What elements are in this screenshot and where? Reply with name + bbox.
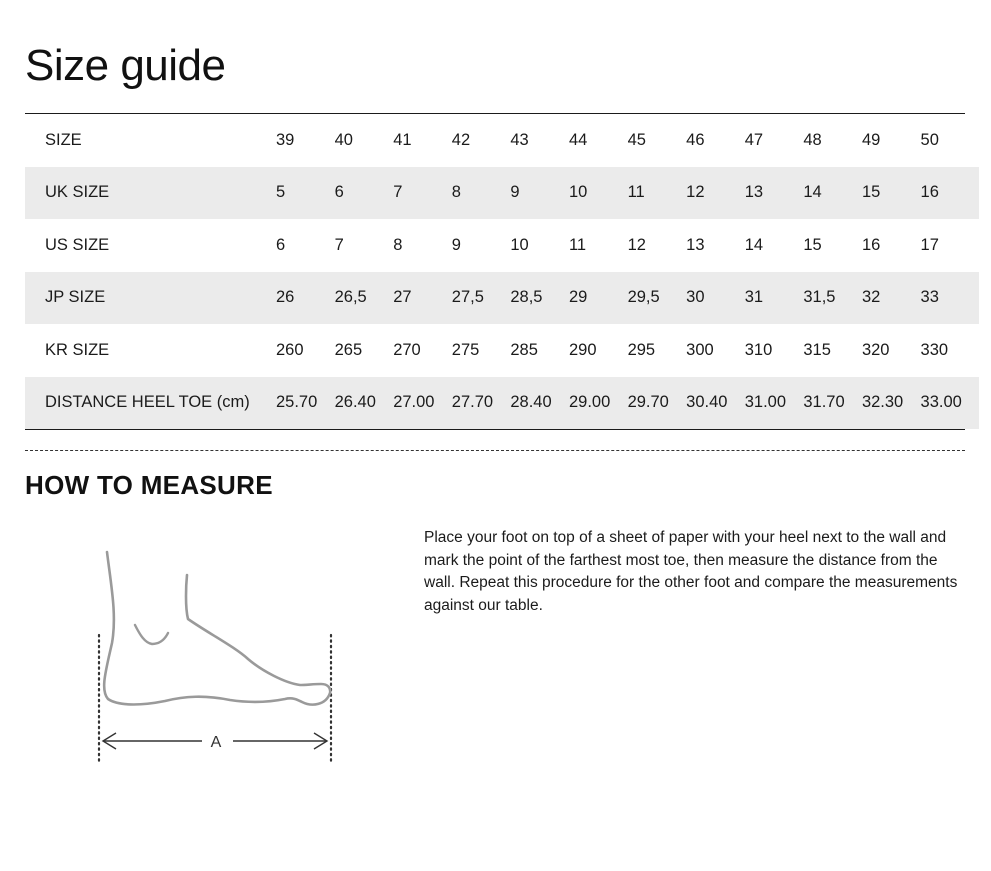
table-cell: 26.40 bbox=[334, 393, 376, 412]
table-cell: 27 bbox=[393, 288, 412, 307]
table-cell: 10 bbox=[568, 183, 588, 202]
table-cell: 31.00 bbox=[744, 393, 787, 412]
table-cell: 27.70 bbox=[451, 393, 494, 412]
size-table bbox=[25, 114, 979, 429]
table-cell: 300 bbox=[686, 340, 714, 359]
dashed-divider bbox=[25, 450, 965, 451]
table-cell: 26,5 bbox=[334, 288, 367, 307]
measurement-label: A bbox=[210, 734, 222, 751]
size-table-body bbox=[25, 114, 979, 429]
table-cell: 270 bbox=[393, 340, 421, 359]
table-cell: 13 bbox=[744, 183, 764, 202]
table-row bbox=[25, 114, 979, 167]
table-cell: 43 bbox=[510, 130, 529, 149]
size-table-container bbox=[25, 113, 965, 430]
table-cell: 45 bbox=[627, 130, 646, 149]
table-cell: 285 bbox=[510, 340, 538, 359]
table-cell: 315 bbox=[803, 340, 831, 359]
table-cell: 320 bbox=[861, 340, 890, 359]
row-label: US SIZE bbox=[45, 235, 110, 254]
table-cell: 33 bbox=[920, 288, 939, 307]
table-cell: 29.00 bbox=[568, 393, 611, 412]
table-cell: 265 bbox=[334, 340, 363, 359]
table-cell: 31.70 bbox=[803, 393, 845, 412]
table-row bbox=[25, 377, 979, 430]
table-cell: 7 bbox=[334, 235, 344, 254]
row-label: JP SIZE bbox=[45, 288, 106, 307]
table-cell: 16 bbox=[920, 183, 939, 202]
table-cell: 46 bbox=[686, 130, 705, 149]
table-cell: 48 bbox=[803, 130, 822, 149]
table-row bbox=[25, 167, 979, 220]
table-cell: 30 bbox=[686, 288, 705, 307]
table-cell: 16 bbox=[861, 235, 881, 254]
table-cell: 26 bbox=[276, 288, 295, 307]
measure-instructions: Place your foot on top of a sheet of paper with your heel next to the wall and mark the point of the farthest most toe, then measure the distance from the wall. Repeat this procedure for the other foot and compare the measurements against our table. bbox=[424, 529, 958, 614]
row-label: DISTANCE HEEL TOE (cm) bbox=[45, 393, 250, 412]
how-to-measure-heading: HOW TO MEASURE bbox=[25, 470, 273, 500]
table-cell: 10 bbox=[510, 235, 529, 254]
table-cell: 47 bbox=[744, 130, 764, 149]
table-cell: 50 bbox=[920, 130, 939, 149]
row-label: UK SIZE bbox=[45, 183, 110, 202]
table-cell: 275 bbox=[451, 340, 480, 359]
table-cell: 9 bbox=[510, 183, 520, 202]
table-cell: 41 bbox=[393, 130, 412, 149]
table-cell: 290 bbox=[568, 340, 597, 359]
foot-measure-illustration bbox=[90, 545, 345, 770]
table-cell: 25.70 bbox=[276, 393, 318, 412]
table-cell: 42 bbox=[451, 130, 471, 149]
table-row bbox=[25, 272, 979, 325]
table-row bbox=[25, 324, 979, 377]
table-cell: 31,5 bbox=[803, 288, 836, 307]
row-label: KR SIZE bbox=[45, 340, 110, 359]
table-cell: 6 bbox=[334, 183, 344, 202]
table-cell: 32.30 bbox=[861, 393, 904, 412]
table-cell: 32 bbox=[861, 288, 881, 307]
table-cell: 29 bbox=[568, 288, 588, 307]
row-label: SIZE bbox=[45, 130, 82, 149]
table-cell: 29.70 bbox=[627, 393, 669, 412]
table-cell: 310 bbox=[744, 340, 773, 359]
table-cell: 39 bbox=[276, 130, 295, 149]
table-cell: 14 bbox=[744, 235, 764, 254]
table-cell: 11 bbox=[627, 183, 645, 202]
table-cell: 15 bbox=[803, 235, 822, 254]
table-cell: 11 bbox=[568, 235, 587, 254]
table-cell: 5 bbox=[276, 183, 286, 202]
table-cell: 12 bbox=[627, 235, 646, 254]
table-cell: 29,5 bbox=[627, 288, 660, 307]
table-cell: 8 bbox=[451, 183, 461, 202]
table-cell: 330 bbox=[920, 340, 949, 359]
page-title: Size guide bbox=[25, 41, 226, 90]
table-row bbox=[25, 219, 979, 272]
table-cell: 40 bbox=[334, 130, 353, 149]
ankle-curve bbox=[135, 625, 168, 644]
table-cell: 7 bbox=[393, 183, 403, 202]
table-cell: 260 bbox=[276, 340, 304, 359]
table-cell: 13 bbox=[686, 235, 705, 254]
table-cell: 30.40 bbox=[686, 393, 728, 412]
table-cell: 28,5 bbox=[510, 288, 543, 307]
table-cell: 6 bbox=[276, 235, 286, 254]
table-cell: 14 bbox=[803, 183, 822, 202]
table-cell: 17 bbox=[920, 235, 939, 254]
table-cell: 27,5 bbox=[451, 288, 484, 307]
table-cell: 12 bbox=[686, 183, 705, 202]
table-cell: 15 bbox=[861, 183, 881, 202]
table-cell: 33.00 bbox=[920, 393, 962, 412]
table-cell: 28.40 bbox=[510, 393, 552, 412]
table-cell: 9 bbox=[451, 235, 461, 254]
table-cell: 295 bbox=[627, 340, 656, 359]
table-cell: 8 bbox=[393, 235, 403, 254]
table-cell: 31 bbox=[744, 288, 764, 307]
table-cell: 27.00 bbox=[393, 393, 435, 412]
table-cell: 49 bbox=[861, 130, 881, 149]
table-cell: 44 bbox=[568, 130, 588, 149]
